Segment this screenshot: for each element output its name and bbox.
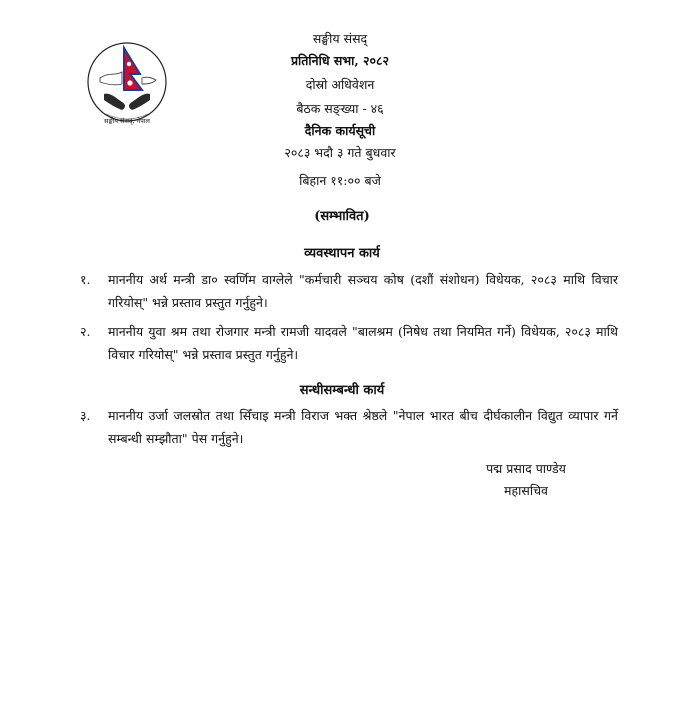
section-title-treaty: सन्धीसम्बन्धी कार्य: [299, 383, 385, 398]
agenda-item-number: ३.: [80, 408, 91, 423]
header-house: प्रतिनिधि सभा, २०८२: [290, 53, 390, 68]
agenda-item-text: माननीय अर्थ मन्त्री डा० स्वर्णिम वाग्लेले "कर्मचारी सञ्चय कोष (दशौं संशोधन) विधेयक, २०८३ माथि विचार गरियोस्" भन्ने प्रस्ताव प्रस्तुत गर्नुहुने।: [108, 272, 618, 310]
agenda-item-text: माननीय युवा श्रम तथा रोजगार मन्त्री रामजी यादवले "बालश्रम (निषेध तथा नियमित गर्ने) विधेयक, २०८३ माथि विचार गरियोस्" भन्ने प्रस्ताव प्रस्तुत गर्नुहुने।: [108, 324, 618, 362]
section-title-legislative: व्यवस्थापन कार्य: [304, 246, 380, 261]
agenda-item: [80, 404, 620, 450]
header-date: २०८३ भदौ ३ गते बुधवार: [284, 145, 396, 160]
header-agenda-title: दैनिक कार्यसूची: [304, 123, 376, 138]
agenda-item: [80, 320, 620, 366]
agenda-item-text: माननीय उर्जा जलस्रोत तथा सिँचाइ मन्त्री विराज भक्त श्रेष्ठले "नेपाल भारत बीच दीर्घकालीन विद्युत व्यापार गर्ने सम्बन्धी सम्झौता" पेस गर्नुहुने।: [108, 408, 618, 446]
agenda-status: (सम्भावित): [314, 209, 370, 224]
signatory-name: पद्म प्रसाद पाण्डेय: [486, 461, 566, 476]
signatory-title: महासचिव: [504, 483, 548, 498]
header-parliament: सङ्घीय संसद्: [312, 31, 368, 46]
agenda-item: [80, 268, 620, 314]
header-time: बिहान ११:०० बजे: [299, 173, 381, 188]
header-meeting-number: बैठक सङ्ख्या - ४६: [296, 101, 384, 116]
agenda-item-number: १.: [80, 272, 91, 287]
agenda-header: [190, 0, 490, 200]
header-session: दोस्रो अधिवेशन: [305, 77, 375, 92]
parliament-emblem: [86, 32, 168, 132]
agenda-item-number: २.: [80, 324, 91, 339]
emblem-caption: सङ्घीय संसद्, नेपाल: [104, 117, 150, 125]
